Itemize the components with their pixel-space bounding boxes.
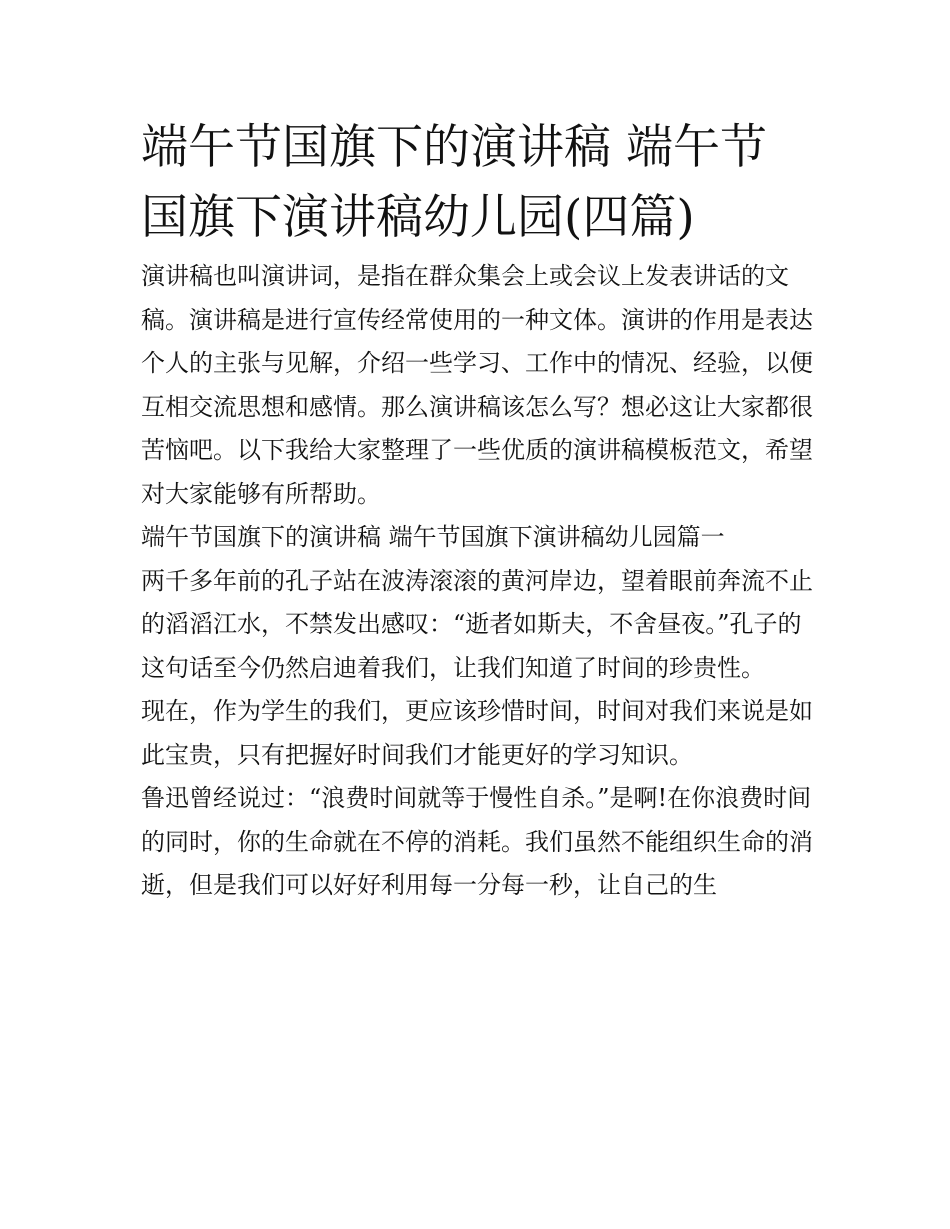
body-paragraph-1: 两千多年前的孔子站在波涛滚滚的黄河岸边，望着眼前奔流不止的滔滔江水，不禁发出感叹：“逝者如斯夫，不舍昼夜。”孔子的这句话至今仍然启迪着我们，让我们知道了时间的珍贵性。 [141, 566, 813, 682]
intro-paragraph: 演讲稿也叫演讲词，是指在群众集会上或会议上发表讲话的文稿。演讲稿是进行宣传经常使用的一种文体。演讲的作用是表达个人的主张与见解，介绍一些学习、工作中的情况、经验，以便互相交流思想和感情。那么演讲稿该怎么写？想必这让大家都很苦恼吧。以下我给大家整理了一些优质的演讲稿模板范文，希望对大家能够有所帮助。 [141, 262, 813, 508]
document-body [141, 113, 813, 908]
document-title: 端午节国旗下的演讲稿 端午节国旗下演讲稿幼儿园(四篇) [141, 120, 767, 245]
section-heading: 端午节国旗下的演讲稿 端午节国旗下演讲稿幼儿园篇一 [141, 523, 725, 551]
body-paragraph-2: 现在，作为学生的我们，更应该珍惜时间，时间对我们来说是如此宝贵，只有把握好时间我们才能更好的学习知识。 [141, 697, 813, 769]
body-paragraph-3: 鲁迅曾经说过：“浪费时间就等于慢性自杀。”是啊!在你浪费时间的同时，你的生命就在不停的消耗。我们虽然不能组织生命的消逝，但是我们可以好好利用每一分每一秒，让自己的生 [141, 784, 813, 899]
